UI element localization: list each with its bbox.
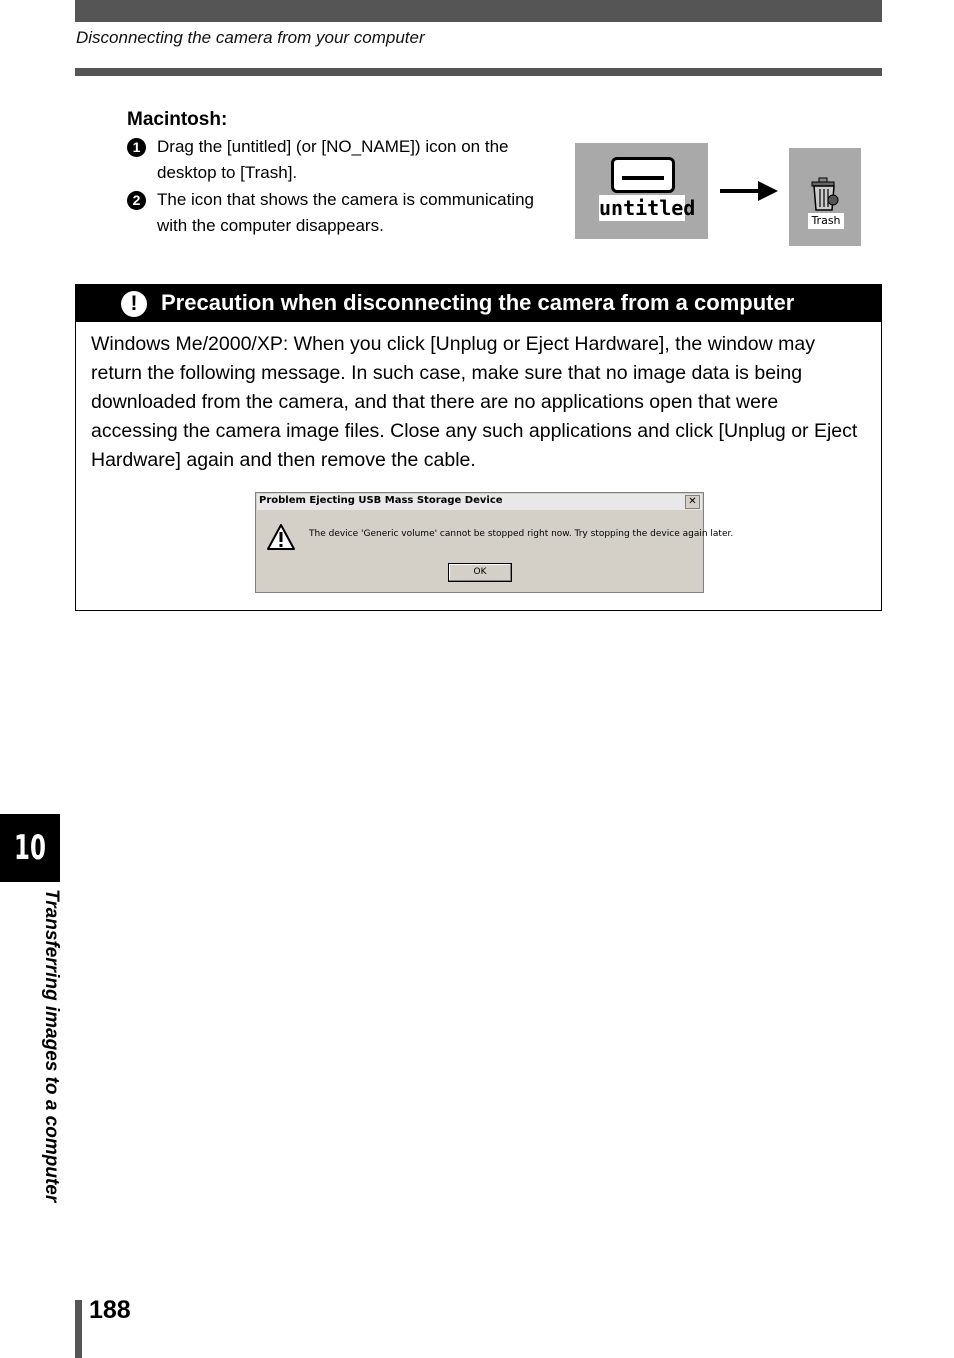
step-number: 1 [127,138,146,157]
header-rule [75,68,882,76]
precaution-header [76,285,881,322]
precaution-title: Precaution when disconnecting the camera from a computer [161,290,795,315]
header-bar [75,0,882,22]
trash-icon [809,176,839,212]
dialog-titlebar [257,494,702,510]
section-title: Disconnecting the camera from your computer [76,28,425,47]
step-text: The icon that shows the camera is communicating with the computer disappears. [157,190,535,235]
drive-icon [611,157,675,193]
eject-error-dialog [255,492,734,593]
page-number: 188 [89,1296,131,1324]
macintosh-heading: Macintosh: [127,109,228,130]
step-2 [127,187,547,239]
chapter-number: 10 [14,828,46,868]
precaution-box [75,284,882,611]
chapter-tab [0,814,60,882]
arrow-right-icon [720,179,778,203]
trash-label: Trash [808,213,844,229]
chapter-title-vertical [36,889,62,1234]
alert-icon: ! [121,291,147,317]
untitled-disk-illustration [575,143,708,239]
step-number: 2 [127,191,146,210]
disk-label: untitled [599,196,696,220]
step-1 [127,134,547,186]
ok-button[interactable]: OK [448,563,512,582]
dialog-message: The device 'Generic volume' cannot be stopped right now. Try stopping the device again later. [309,529,734,539]
close-icon[interactable]: ✕ [685,495,700,509]
chapter-title: Transferring images to a computer [41,889,62,1203]
step-text: Drag the [untitled] (or [NO_NAME]) icon on the desktop to [Trash]. [157,137,509,182]
warning-icon [266,523,296,551]
precaution-body: Windows Me/2000/XP: When you click [Unplug or Eject Hardware], the window may return the following message. In such case, make sure that no image data is being downloaded from the camera, and that there are no applications open that were accessing the camera image files. Close any such applications and click [Unplug or Eject Hardware] again and then remove the cable. [91,333,858,471]
trash-illustration [789,148,861,246]
dialog-title: Problem Ejecting USB Mass Storage Device [259,495,503,506]
page-bar [75,1300,82,1358]
